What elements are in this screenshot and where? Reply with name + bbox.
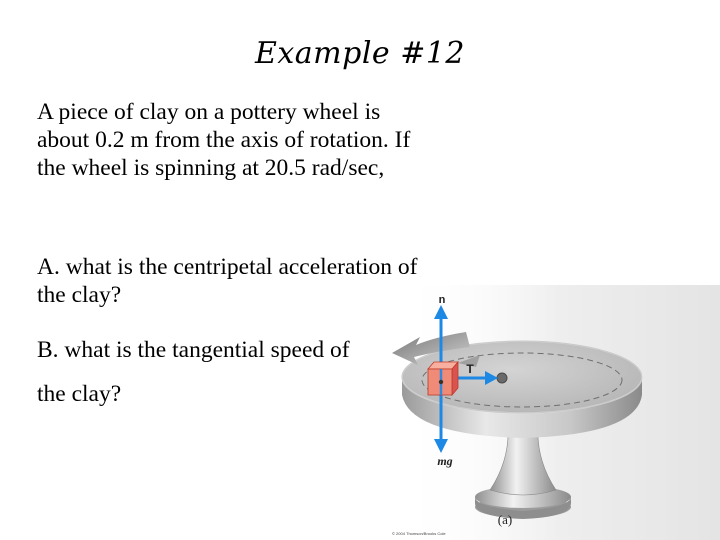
label-n: n <box>438 294 446 306</box>
question-b-line-2: the clay? <box>37 381 122 407</box>
question-b-line-1: B. what is the tangential speed of <box>37 337 350 363</box>
axis-of-rotation-marker <box>497 373 507 383</box>
problem-statement: A piece of clay on a pottery wheel is about 0.2 m from the axis of rotation. If the wheel is spinning at 20.5 rad/sec, <box>37 99 411 181</box>
copyright-notice: © 2004 Thomson/Brooks Cole <box>392 531 446 536</box>
label-mg: mg <box>437 454 453 468</box>
question-a: A. what is the centripetal acceleration of the clay? <box>37 254 418 308</box>
slide-title: Example #12 <box>254 36 466 71</box>
label-T: T <box>466 362 474 376</box>
pottery-wheel-figure <box>380 285 720 540</box>
figure-caption: (a) <box>497 512 513 527</box>
clay-block <box>428 362 458 395</box>
